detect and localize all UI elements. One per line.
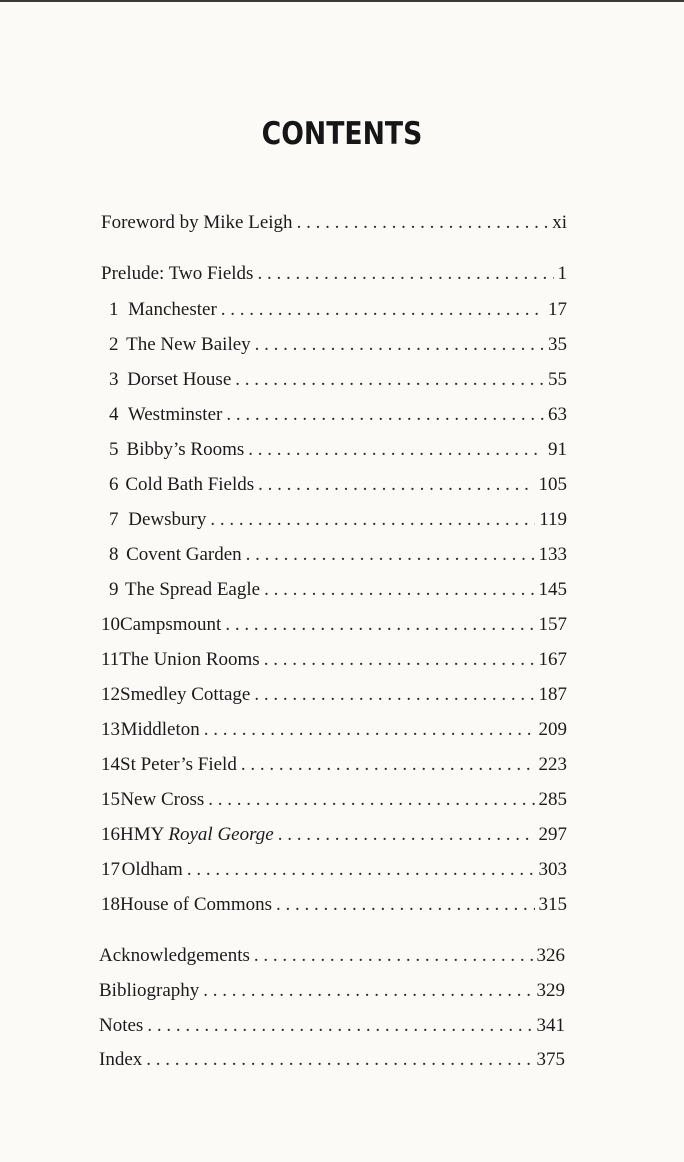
chapter-number: 11	[101, 649, 120, 670]
toc-entry-chapter[interactable]	[101, 823, 567, 847]
leader-dots	[246, 543, 535, 567]
chapter-number: 10	[101, 614, 120, 635]
entry-title: Foreword by Mike Leigh	[101, 212, 293, 233]
chapter-number: 17	[101, 859, 120, 880]
entry-title: Index	[99, 1049, 143, 1070]
toc-entry-acknowledgements[interactable]	[99, 944, 565, 968]
leader-dots	[255, 333, 544, 357]
contents-heading: CONTENTS	[261, 116, 423, 152]
entry-page: 209	[538, 719, 567, 740]
leader-dots	[208, 788, 534, 812]
chapter-number: 1	[109, 299, 119, 320]
chapter-number: 13	[101, 719, 120, 740]
entry-page: 119	[539, 509, 567, 530]
entry-title-prefix: HMY	[120, 824, 169, 845]
leader-dots	[258, 473, 534, 497]
entry-title: Acknowledgements	[99, 945, 250, 966]
leader-dots	[146, 1048, 532, 1072]
chapter-number: 2	[109, 334, 119, 355]
entry-page: 315	[538, 894, 567, 915]
entry-title: Dorset House	[127, 369, 232, 390]
entry-title-italic: Royal George	[168, 824, 274, 845]
chapter-number: 9	[109, 579, 119, 600]
entry-title: Middleton	[120, 719, 200, 740]
entry-page: 1	[557, 263, 567, 284]
entry-title: Oldham	[121, 859, 183, 880]
entry-title: New Cross	[120, 789, 205, 810]
toc-entry-chapter[interactable]	[109, 578, 567, 602]
entry-title: Dewsbury	[128, 509, 207, 530]
toc-entry-chapter[interactable]	[109, 508, 567, 532]
chapter-number: 18	[101, 894, 120, 915]
toc-entry-chapter[interactable]	[101, 718, 567, 742]
leader-dots	[257, 262, 553, 286]
entry-page: 63	[548, 404, 567, 425]
toc-entry-index[interactable]	[99, 1048, 565, 1072]
entry-page: 303	[538, 859, 567, 880]
leader-dots	[241, 753, 535, 777]
entry-page: 341	[536, 1015, 565, 1036]
entry-page: 329	[536, 980, 565, 1001]
leader-dots	[254, 944, 533, 968]
entry-title: Campsmount	[120, 614, 222, 635]
toc-entry-chapter[interactable]	[109, 438, 567, 462]
entry-page: 326	[536, 945, 565, 966]
leader-dots	[226, 403, 544, 427]
entry-page: 55	[548, 369, 567, 390]
entry-page: 285	[538, 789, 567, 810]
entry-page: 187	[538, 684, 567, 705]
entry-title: Cold Bath Fields	[125, 474, 255, 495]
entry-page: 223	[538, 754, 567, 775]
entry-title	[120, 823, 274, 847]
chapter-number: 4	[109, 404, 119, 425]
leader-dots	[204, 718, 535, 742]
toc-entry-chapter[interactable]	[109, 368, 567, 392]
toc-entry-notes[interactable]	[99, 1014, 565, 1038]
entry-title: Manchester	[128, 299, 217, 320]
entry-page: 35	[548, 334, 567, 355]
entry-page: 167	[538, 649, 567, 670]
entry-page: 375	[536, 1049, 565, 1070]
entry-title: Bibby’s Rooms	[126, 439, 245, 460]
toc-entry-prelude[interactable]	[101, 262, 567, 286]
chapter-number: 7	[109, 509, 119, 530]
leader-dots	[276, 893, 535, 917]
chapter-number: 12	[101, 684, 120, 705]
entry-title: Covent Garden	[126, 544, 242, 565]
toc-entry-chapter[interactable]	[109, 403, 567, 427]
leader-dots	[248, 438, 544, 462]
leader-dots	[297, 211, 549, 235]
toc-entry-foreword[interactable]	[101, 211, 567, 235]
toc-entry-chapter[interactable]	[109, 298, 567, 322]
entry-title: The New Bailey	[126, 334, 251, 355]
leader-dots	[264, 648, 535, 672]
entry-page: 145	[538, 579, 567, 600]
entry-page: xi	[552, 212, 567, 233]
toc-entry-chapter[interactable]	[101, 893, 567, 917]
chapter-number: 5	[109, 439, 119, 460]
entry-title: The Spread Eagle	[125, 579, 261, 600]
entry-page: 133	[538, 544, 567, 565]
toc-entry-chapter[interactable]	[101, 683, 567, 707]
toc-entry-chapter[interactable]	[101, 648, 567, 672]
toc-entry-chapter[interactable]	[101, 788, 567, 812]
leader-dots	[210, 508, 535, 532]
chapter-number: 14	[101, 754, 120, 775]
page-top-edge	[0, 0, 684, 2]
entry-page: 17	[548, 299, 567, 320]
chapter-number: 8	[109, 544, 119, 565]
chapter-number: 15	[101, 789, 120, 810]
entry-title: Westminster	[127, 404, 223, 425]
entry-page: 105	[538, 474, 567, 495]
toc-entry-chapter[interactable]	[101, 858, 567, 882]
chapter-number: 6	[109, 474, 119, 495]
entry-page: 157	[538, 614, 567, 635]
entry-page: 297	[538, 824, 567, 845]
leader-dots	[264, 578, 534, 602]
toc-entry-chapter[interactable]	[109, 543, 567, 567]
leader-dots	[203, 979, 532, 1003]
leader-dots	[254, 683, 534, 707]
entry-title: Notes	[99, 1015, 144, 1036]
leader-dots	[225, 613, 534, 637]
leader-dots	[278, 823, 535, 847]
entry-title: Bibliography	[99, 980, 200, 1001]
leader-dots	[147, 1014, 532, 1038]
toc-entry-bibliography[interactable]	[99, 979, 565, 1003]
entry-title: Smedley Cottage	[120, 684, 251, 705]
leader-dots	[187, 858, 535, 882]
entry-title: Prelude: Two Fields	[101, 263, 254, 284]
entry-title: St Peter’s Field	[120, 754, 237, 775]
entry-page: 91	[548, 439, 567, 460]
entry-title: House of Commons	[120, 894, 272, 915]
entry-title: The Union Rooms	[119, 649, 260, 670]
leader-dots	[235, 368, 544, 392]
chapter-number: 3	[109, 369, 119, 390]
toc-entry-chapter[interactable]	[109, 333, 567, 357]
leader-dots	[221, 298, 544, 322]
chapter-number: 16	[101, 824, 120, 845]
toc-entry-chapter[interactable]	[101, 753, 567, 777]
toc-entry-chapter[interactable]	[101, 613, 567, 637]
toc-entry-chapter[interactable]	[109, 473, 567, 497]
